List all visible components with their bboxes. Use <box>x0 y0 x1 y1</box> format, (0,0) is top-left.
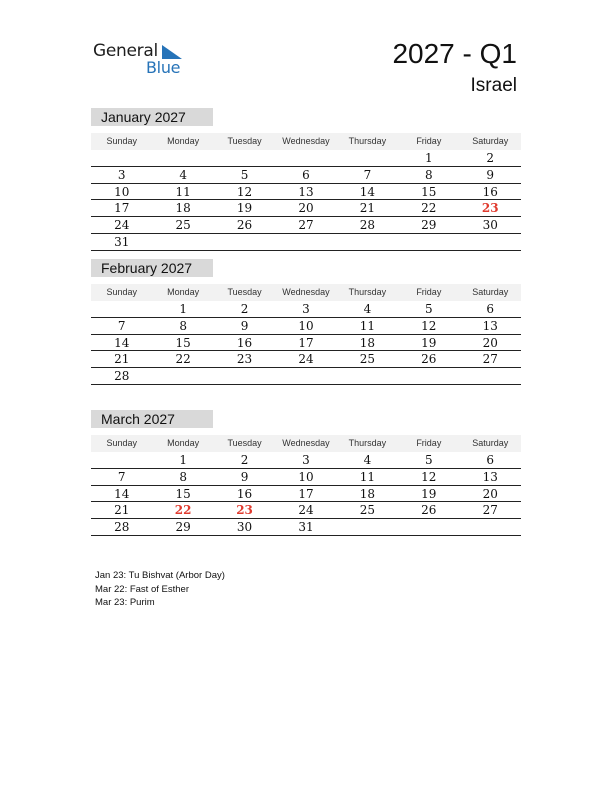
day-cell: 3 <box>117 167 126 182</box>
weekday-header-row <box>91 284 521 301</box>
day-cell <box>214 234 275 250</box>
weekday-label: Monday <box>167 136 200 146</box>
day-cell: 24 <box>298 352 314 367</box>
day-cell <box>91 150 152 166</box>
day-cell: 31 <box>298 520 314 535</box>
day-cell: 21 <box>359 201 376 216</box>
day-cell: 1 <box>179 453 187 467</box>
day-cell: 6 <box>302 167 310 182</box>
weekday-label: Wednesday <box>282 438 330 448</box>
day-cell: 5 <box>425 302 433 316</box>
week-row <box>91 184 521 201</box>
month-title: January 2027 <box>91 108 213 126</box>
holiday-day-cell: 22 <box>174 503 192 518</box>
day-cell <box>152 234 213 250</box>
day-cell: 18 <box>175 201 191 216</box>
day-cell: 25 <box>175 218 191 233</box>
day-cell <box>91 452 152 468</box>
day-cell: 10 <box>298 469 314 484</box>
day-cell: 13 <box>482 469 498 484</box>
day-cell: 30 <box>236 520 253 535</box>
day-cell <box>460 519 521 535</box>
week-row <box>91 351 521 368</box>
day-cell <box>152 150 213 166</box>
holiday-day-cell: 23 <box>236 503 253 518</box>
weekday-label: Wednesday <box>282 136 330 146</box>
day-cell <box>337 519 398 535</box>
day-cell: 16 <box>482 184 498 199</box>
day-cell: 3 <box>302 302 310 316</box>
holiday-note: Jan 23: Tu Bishvat (Arbor Day) <box>95 570 225 581</box>
weekday-label: Sunday <box>106 287 137 297</box>
holiday-notes <box>95 569 225 610</box>
weekday-label: Sunday <box>106 136 137 146</box>
day-cell: 14 <box>114 486 130 501</box>
day-cell: 10 <box>298 318 314 333</box>
day-cell: 8 <box>179 318 187 333</box>
day-cell: 13 <box>298 184 314 199</box>
logo-blue-text: Blue <box>146 58 181 77</box>
day-cell: 28 <box>114 520 130 535</box>
day-cell: 27 <box>298 218 314 233</box>
day-cell: 31 <box>114 234 130 249</box>
weekday-label: Thursday <box>348 438 387 448</box>
day-cell <box>275 368 336 384</box>
day-cell: 24 <box>114 218 130 233</box>
week-row <box>91 301 521 318</box>
day-cell <box>398 368 459 384</box>
day-cell: 6 <box>486 302 495 316</box>
day-cell: 26 <box>421 352 437 367</box>
day-cell <box>214 150 275 166</box>
weekday-label: Thursday <box>348 136 387 146</box>
day-cell: 24 <box>298 503 314 518</box>
day-cell: 5 <box>425 453 433 467</box>
week-row <box>91 200 521 217</box>
day-cell: 30 <box>482 218 498 233</box>
day-cell: 26 <box>236 218 253 233</box>
day-cell: 25 <box>359 503 376 518</box>
day-cell: 14 <box>114 335 130 350</box>
day-cell: 10 <box>114 184 130 199</box>
day-cell: 29 <box>421 218 437 233</box>
weekday-label: Tuesday <box>227 438 262 448</box>
day-cell <box>275 150 336 166</box>
weekday-label: Wednesday <box>282 287 330 297</box>
page-title: 2027 - Q1 <box>392 38 517 69</box>
day-cell: 16 <box>236 335 253 350</box>
holiday-note: Mar 23: Purim <box>95 597 155 608</box>
day-cell <box>460 234 521 250</box>
day-cell: 4 <box>179 167 187 182</box>
day-cell: 20 <box>482 486 498 501</box>
day-cell: 23 <box>236 352 253 367</box>
day-cell: 5 <box>240 167 249 182</box>
day-cell <box>460 368 521 384</box>
week-row <box>91 368 521 385</box>
week-row <box>91 469 521 486</box>
day-cell: 16 <box>236 486 253 501</box>
day-cell: 15 <box>175 486 191 501</box>
weekday-label: Saturday <box>472 438 509 448</box>
week-row <box>91 217 521 234</box>
month-february <box>91 259 521 385</box>
day-cell: 4 <box>363 302 372 316</box>
day-cell: 11 <box>175 184 191 199</box>
day-cell: 1 <box>425 151 433 165</box>
day-cell: 2 <box>486 151 495 165</box>
weekday-label: Thursday <box>348 287 387 297</box>
day-cell: 27 <box>482 503 498 518</box>
day-cell: 12 <box>421 469 437 484</box>
day-cell <box>398 519 459 535</box>
day-cell: 11 <box>359 469 376 484</box>
week-row <box>91 452 521 469</box>
day-cell: 17 <box>114 201 130 216</box>
weekday-label: Friday <box>416 438 442 448</box>
day-cell: 15 <box>421 184 437 199</box>
day-cell <box>91 301 152 317</box>
month-january <box>91 108 521 251</box>
month-title: March 2027 <box>91 410 213 428</box>
month-title: February 2027 <box>91 259 213 277</box>
logo-general-text: General <box>93 41 158 61</box>
day-cell: 26 <box>421 503 437 518</box>
day-cell: 7 <box>117 469 126 484</box>
weekday-header-row <box>91 435 521 452</box>
weekday-label: Monday <box>167 287 200 297</box>
day-cell: 25 <box>359 352 376 367</box>
day-cell: 9 <box>240 318 249 333</box>
week-row <box>91 486 521 503</box>
day-cell: 3 <box>302 453 310 467</box>
weekday-label: Sunday <box>106 438 137 448</box>
day-cell: 15 <box>175 335 191 350</box>
weekday-label: Monday <box>167 438 200 448</box>
day-cell <box>398 234 459 250</box>
day-cell <box>337 150 398 166</box>
day-cell: 8 <box>425 167 433 182</box>
day-cell: 21 <box>114 503 130 518</box>
logo-triangle-icon <box>162 45 182 59</box>
day-cell: 7 <box>117 318 126 333</box>
week-row <box>91 502 521 519</box>
day-cell: 20 <box>298 201 314 216</box>
day-cell: 9 <box>240 469 249 484</box>
day-cell: 17 <box>298 335 314 350</box>
day-cell: 17 <box>298 486 314 501</box>
day-cell: 28 <box>114 369 130 384</box>
country-label: Israel <box>470 75 517 96</box>
week-row <box>91 234 521 251</box>
day-cell <box>214 368 275 384</box>
week-row <box>91 335 521 352</box>
weekday-label: Tuesday <box>227 136 262 146</box>
holiday-note: Mar 22: Fast of Esther <box>95 583 189 595</box>
day-cell: 12 <box>421 318 437 333</box>
day-cell: 22 <box>421 201 437 216</box>
weekday-label: Friday <box>416 287 442 297</box>
day-cell: 12 <box>236 184 253 199</box>
day-cell: 21 <box>114 352 130 367</box>
logo <box>93 41 193 77</box>
week-row <box>91 519 521 536</box>
day-cell <box>152 368 213 384</box>
day-cell: 18 <box>359 335 376 350</box>
day-cell: 2 <box>240 453 249 467</box>
holiday-day-cell: 23 <box>481 201 499 216</box>
day-cell: 20 <box>482 335 498 350</box>
day-cell <box>337 368 398 384</box>
day-cell: 29 <box>175 520 191 535</box>
week-row <box>91 150 521 167</box>
day-cell <box>275 234 336 250</box>
weekday-label: Saturday <box>472 287 509 297</box>
week-row <box>91 167 521 184</box>
day-cell: 22 <box>175 352 191 367</box>
week-row <box>91 318 521 335</box>
day-cell: 6 <box>486 453 495 467</box>
day-cell: 27 <box>482 352 498 367</box>
weekday-label: Saturday <box>472 136 509 146</box>
weekday-label: Friday <box>416 136 442 146</box>
day-cell: 18 <box>359 486 376 501</box>
day-cell: 4 <box>363 453 372 467</box>
day-cell: 28 <box>359 218 376 233</box>
day-cell: 1 <box>179 302 187 316</box>
day-cell: 19 <box>236 201 253 216</box>
day-cell: 13 <box>482 318 498 333</box>
day-cell <box>337 234 398 250</box>
weekday-header-row <box>91 133 521 150</box>
day-cell: 14 <box>359 184 376 199</box>
weekday-label: Tuesday <box>227 287 262 297</box>
day-cell: 8 <box>179 469 187 484</box>
day-cell: 2 <box>240 302 249 316</box>
day-cell: 19 <box>421 486 437 501</box>
day-cell: 19 <box>421 335 437 350</box>
day-cell: 9 <box>486 167 495 182</box>
day-cell: 7 <box>363 167 372 182</box>
month-march <box>91 410 521 536</box>
day-cell: 11 <box>359 318 376 333</box>
